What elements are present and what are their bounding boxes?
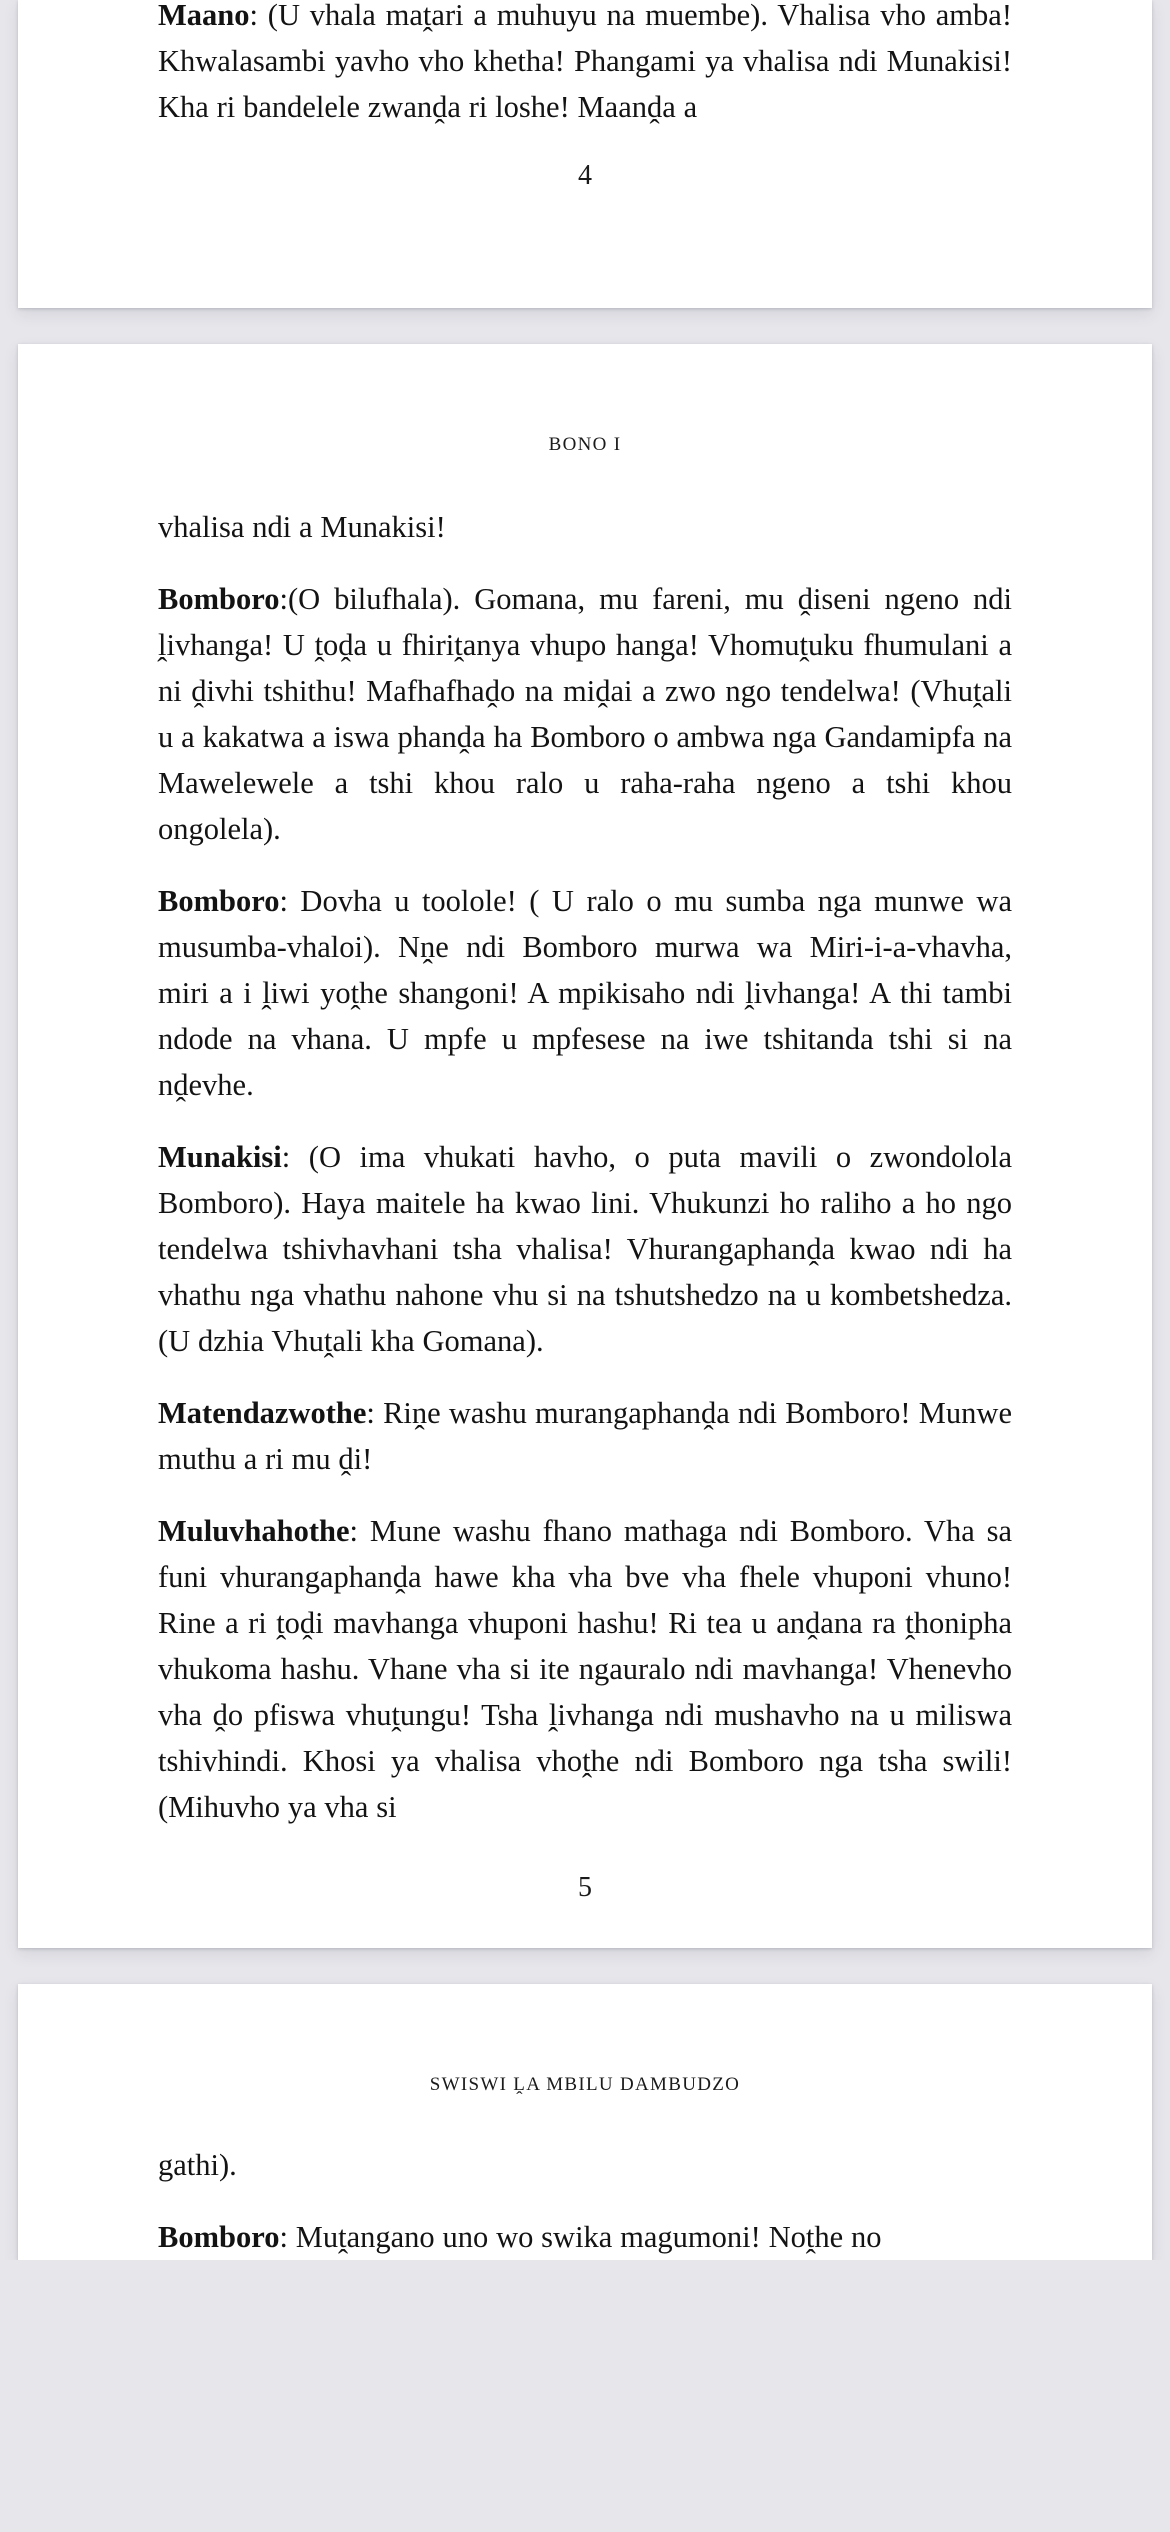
- document-page: [18, 344, 1152, 1948]
- dialogue-paragraph: [158, 1390, 1012, 1482]
- dialogue-text: (O ima vhukati havho, o puta mavili o zwondolola Bomboro). Haya maitele ha kwao lini. Vhukunzi ho raliho a ho ngo tendelwa tshivhavhani tsha vhalisa! Vhurangaphanḓa kwao ndi ha vhathu nga vhathu nahone vhu si na tshutshedzo na u kombetshedza. (U dzhia Vhuṱali kha Gomana).: [158, 1140, 1012, 1358]
- dialogue-paragraph: [158, 2214, 1012, 2260]
- dialogue-text: Riṋe washu murangaphanḓa ndi Bomboro! Munwe muthu a ri mu ḓi!: [158, 1396, 1012, 1476]
- vertical-scrollbar[interactable]: [1165, 0, 1170, 2532]
- dialogue-paragraph: [158, 1134, 1012, 1364]
- speaker-label: Bomboro: [158, 884, 280, 918]
- dialogue-paragraph: [158, 1508, 1012, 1830]
- speaker-label: Matendazwothe: [158, 1396, 367, 1430]
- page-number: 5: [578, 1872, 592, 1903]
- speaker-separator: :: [279, 2220, 296, 2254]
- document-page: [18, 1984, 1152, 2260]
- dialogue-paragraph: [158, 576, 1012, 852]
- dialogue-text: Muṱangano uno wo swika magumoni! Noṱhe no: [295, 2220, 882, 2254]
- dialogue-paragraph: [158, 0, 1012, 130]
- page-number: 4: [578, 160, 592, 191]
- dialogue-text: Dovha u toolole! ( U ralo o mu sumba nga munwe wa musumba-vhaloi). Nṋe ndi Bomboro murwa wa Miri-i-a-vhavha, miri a i ḽiwi yoṱhe shangoni! A mpikisaho ndi ḽivhanga! A thi tambi ndode na vhana. U mpfe u mpfesese na iwe tshitanda tshi si na nḓevhe.: [158, 884, 1012, 1102]
- speaker-separator: :: [349, 1514, 370, 1548]
- speaker-label: Maano: [158, 0, 250, 32]
- dialogue-paragraph: [158, 878, 1012, 1108]
- dialogue-text: (U vhala maṱari a muhuyu na muembe). Vhalisa vho amba! Khwalasambi yavho vho khetha! Phangami ya vhalisa ndi Munakisi! Kha ri bandelele zwanḓa ri loshe! Maanḓa a: [158, 0, 1012, 124]
- dialogue-paragraph: [158, 2142, 1012, 2188]
- speaker-label: Muluvhahothe: [158, 1514, 350, 1548]
- speaker-separator: :: [281, 1140, 309, 1174]
- speaker-label: Munakisi: [158, 1140, 282, 1174]
- document-page: [18, 0, 1152, 308]
- speaker-separator: :: [366, 1396, 384, 1430]
- speaker-label: Bomboro: [158, 582, 280, 616]
- speaker-separator: :: [279, 582, 288, 616]
- speaker-label: Bomboro: [158, 2220, 280, 2254]
- running-header: BONO I: [548, 434, 622, 455]
- dialogue-text: vhalisa ndi a Munakisi!: [158, 510, 446, 544]
- running-header: SWISWI ḼA MBILU DAMBUDZO: [429, 2074, 741, 2095]
- page-separator: [0, 1948, 1170, 1984]
- dialogue-text: Mune washu fhano mathaga ndi Bomboro. Vha sa funi vhurangaphanḓa hawe kha vha bve vha fhele vhuponi vhuno! Rine a ri ṱoḓi mavhanga vhuponi hashu! Ri tea u anḓana ra ṱhonipha vhukoma hashu. Vhane vha si ite ngauralo ndi mavhanga! Vhenevho vha ḓo pfiswa vhuṱungu! Tsha ḽivhanga ndi mushavho na u miliswa tshivhindi. Khosi ya vhalisa vhoṱhe ndi Bomboro nga tsha swili! (Mihuvho ya vha si: [158, 1514, 1012, 1824]
- dialogue-text: gathi).: [158, 2148, 237, 2182]
- speaker-separator: :: [249, 0, 268, 32]
- dialogue-text: (O bilufhala). Gomana, mu fareni, mu ḓiseni ngeno ndi ḽivhanga! U ṱoḓa u fhiriṱanya vhupo hanga! Vhomuṱuku fhumulani a ni ḓivhi tshithu! Mafhafhaḓo na miḓai a zwo ngo tendelwa! (Vhuṱali u a kakatwa a iswa phanḓa ha Bomboro o ambwa nga Gandamipfa na Mawelewele a tshi khou ralo u raha-raha ngeno a tshi khou ongolela).: [158, 582, 1012, 846]
- speaker-separator: :: [279, 884, 301, 918]
- dialogue-paragraph: [158, 504, 1012, 550]
- page-separator: [0, 308, 1170, 344]
